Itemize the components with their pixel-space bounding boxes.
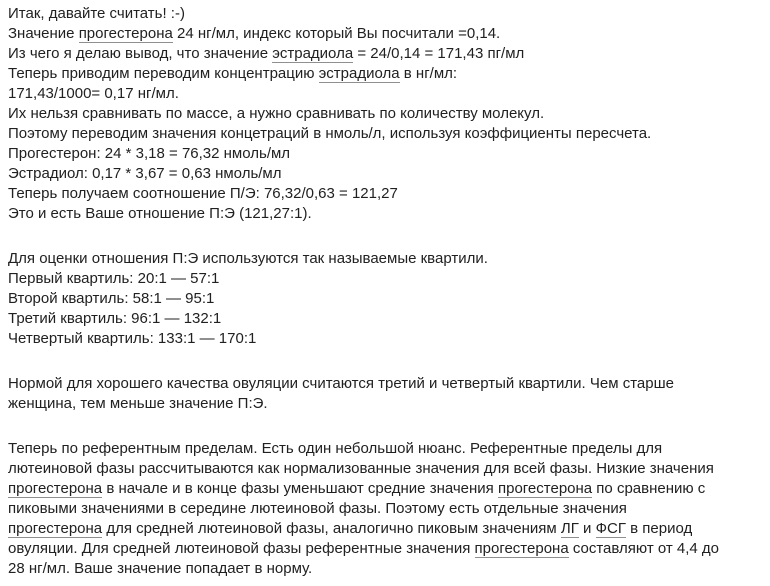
text-segment: пиковыми значениями в середине лютеиновой фазы. Поэтому есть отдельные значения xyxy=(8,500,627,517)
text-line xyxy=(8,394,762,414)
text-line xyxy=(8,249,762,269)
paragraph xyxy=(8,249,762,349)
text-segment: составляют от 4,4 до xyxy=(568,540,720,557)
text-segment: Четвертый квартиль: 133:1 — 170:1 xyxy=(8,330,257,347)
text-segment: Первый квартиль: 20:1 — 57:1 xyxy=(8,270,220,287)
dictionary-term-link[interactable]: ФСГ xyxy=(595,520,626,537)
text-line xyxy=(8,64,762,84)
text-segment: женщина, тем меньше значение П:Э. xyxy=(8,395,268,412)
dictionary-term-link[interactable]: прогестерона xyxy=(8,480,103,497)
text-segment: Поэтому переводим значения концетраций в нмоль/л, используя коэффициенты пересчета. xyxy=(8,125,652,142)
dictionary-term-link[interactable]: эстрадиола xyxy=(272,45,354,62)
dictionary-term-link[interactable]: прогестерона xyxy=(474,540,569,557)
text-line xyxy=(8,44,762,64)
text-segment: Прогестерон: 24 * 3,18 = 76,32 нмоль/мл xyxy=(8,145,291,162)
text-segment: Итак, давайте считать! :-) xyxy=(8,5,185,22)
text-line xyxy=(8,84,762,104)
dictionary-term-link[interactable]: эстрадиола xyxy=(318,65,400,82)
text-segment: 28 нг/мл. Ваше значение попадает в норму. xyxy=(8,560,313,577)
text-segment: и xyxy=(578,520,596,537)
text-line xyxy=(8,559,762,579)
text-line xyxy=(8,204,762,224)
text-segment: Для оценки отношения П:Э используются так называемые квартили. xyxy=(8,250,488,267)
text-line xyxy=(8,459,762,479)
text-line xyxy=(8,499,762,519)
text-line xyxy=(8,4,762,24)
dictionary-term-link[interactable]: ЛГ xyxy=(560,520,579,537)
text-segment: в период xyxy=(625,520,693,537)
dictionary-term-link[interactable]: прогестерона xyxy=(497,480,593,497)
text-segment: Теперь получаем соотношение П/Э: 76,32/0,63 = 121,27 xyxy=(8,185,398,202)
text-segment: Нормой для хорошего качества овуляции считаются третий и четвертый квартили. Чем старше xyxy=(8,375,674,392)
text-segment: в начале и в конце фазы уменьшают средние значения xyxy=(102,480,498,497)
text-line xyxy=(8,104,762,124)
text-line xyxy=(8,289,762,309)
dictionary-term-link[interactable]: прогестерона xyxy=(78,25,173,42)
text-segment: Второй квартиль: 58:1 — 95:1 xyxy=(8,290,215,307)
text-line xyxy=(8,329,762,349)
text-segment: Это и есть Ваше отношение П:Э (121,27:1). xyxy=(8,205,312,222)
text-segment: = 24/0,14 = 171,43 пг/мл xyxy=(353,45,525,62)
text-segment: Третий квартиль: 96:1 — 132:1 xyxy=(8,310,222,327)
text-line xyxy=(8,124,762,144)
text-segment: овуляции. Для средней лютеиновой фазы референтные значения xyxy=(8,540,475,557)
text-line xyxy=(8,439,762,459)
paragraph xyxy=(8,439,762,579)
text-segment: в нг/мл: xyxy=(399,65,458,82)
text-segment: лютеиновой фазы рассчитываются как нормализованные значения для всей фазы. Низкие значения xyxy=(8,460,714,477)
text-segment: 24 нг/мл, индекс который Вы посчитали =0,14. xyxy=(172,25,501,42)
text-line xyxy=(8,309,762,329)
text-segment: Теперь по референтным пределам. Есть один небольшой нюанс. Референтные пределы для xyxy=(8,440,663,457)
text-segment: по сравнению с xyxy=(592,480,706,497)
paragraph xyxy=(8,374,762,414)
text-segment: 171,43/1000= 0,17 нг/мл. xyxy=(8,85,179,102)
text-line xyxy=(8,519,762,539)
text-line xyxy=(8,539,762,559)
text-segment: Из чего я делаю вывод, что значение xyxy=(8,45,273,62)
text-segment: Теперь приводим переводим концентрацию xyxy=(8,65,319,82)
text-line xyxy=(8,374,762,394)
text-line xyxy=(8,164,762,184)
text-line xyxy=(8,479,762,499)
text-segment: Их нельзя сравнивать по массе, а нужно сравнивать по количеству молекул. xyxy=(8,105,545,122)
text-line xyxy=(8,269,762,289)
paragraph xyxy=(8,4,762,224)
text-segment: для средней лютеиновой фазы, аналогично пиковым значениям xyxy=(102,520,561,537)
text-line xyxy=(8,184,762,204)
text-segment: Значение xyxy=(8,25,79,42)
text-line xyxy=(8,144,762,164)
dictionary-term-link[interactable]: прогестерона xyxy=(8,520,103,537)
text-line xyxy=(8,24,762,44)
text-segment: Эстрадиол: 0,17 * 3,67 = 0,63 нмоль/мл xyxy=(8,165,282,182)
